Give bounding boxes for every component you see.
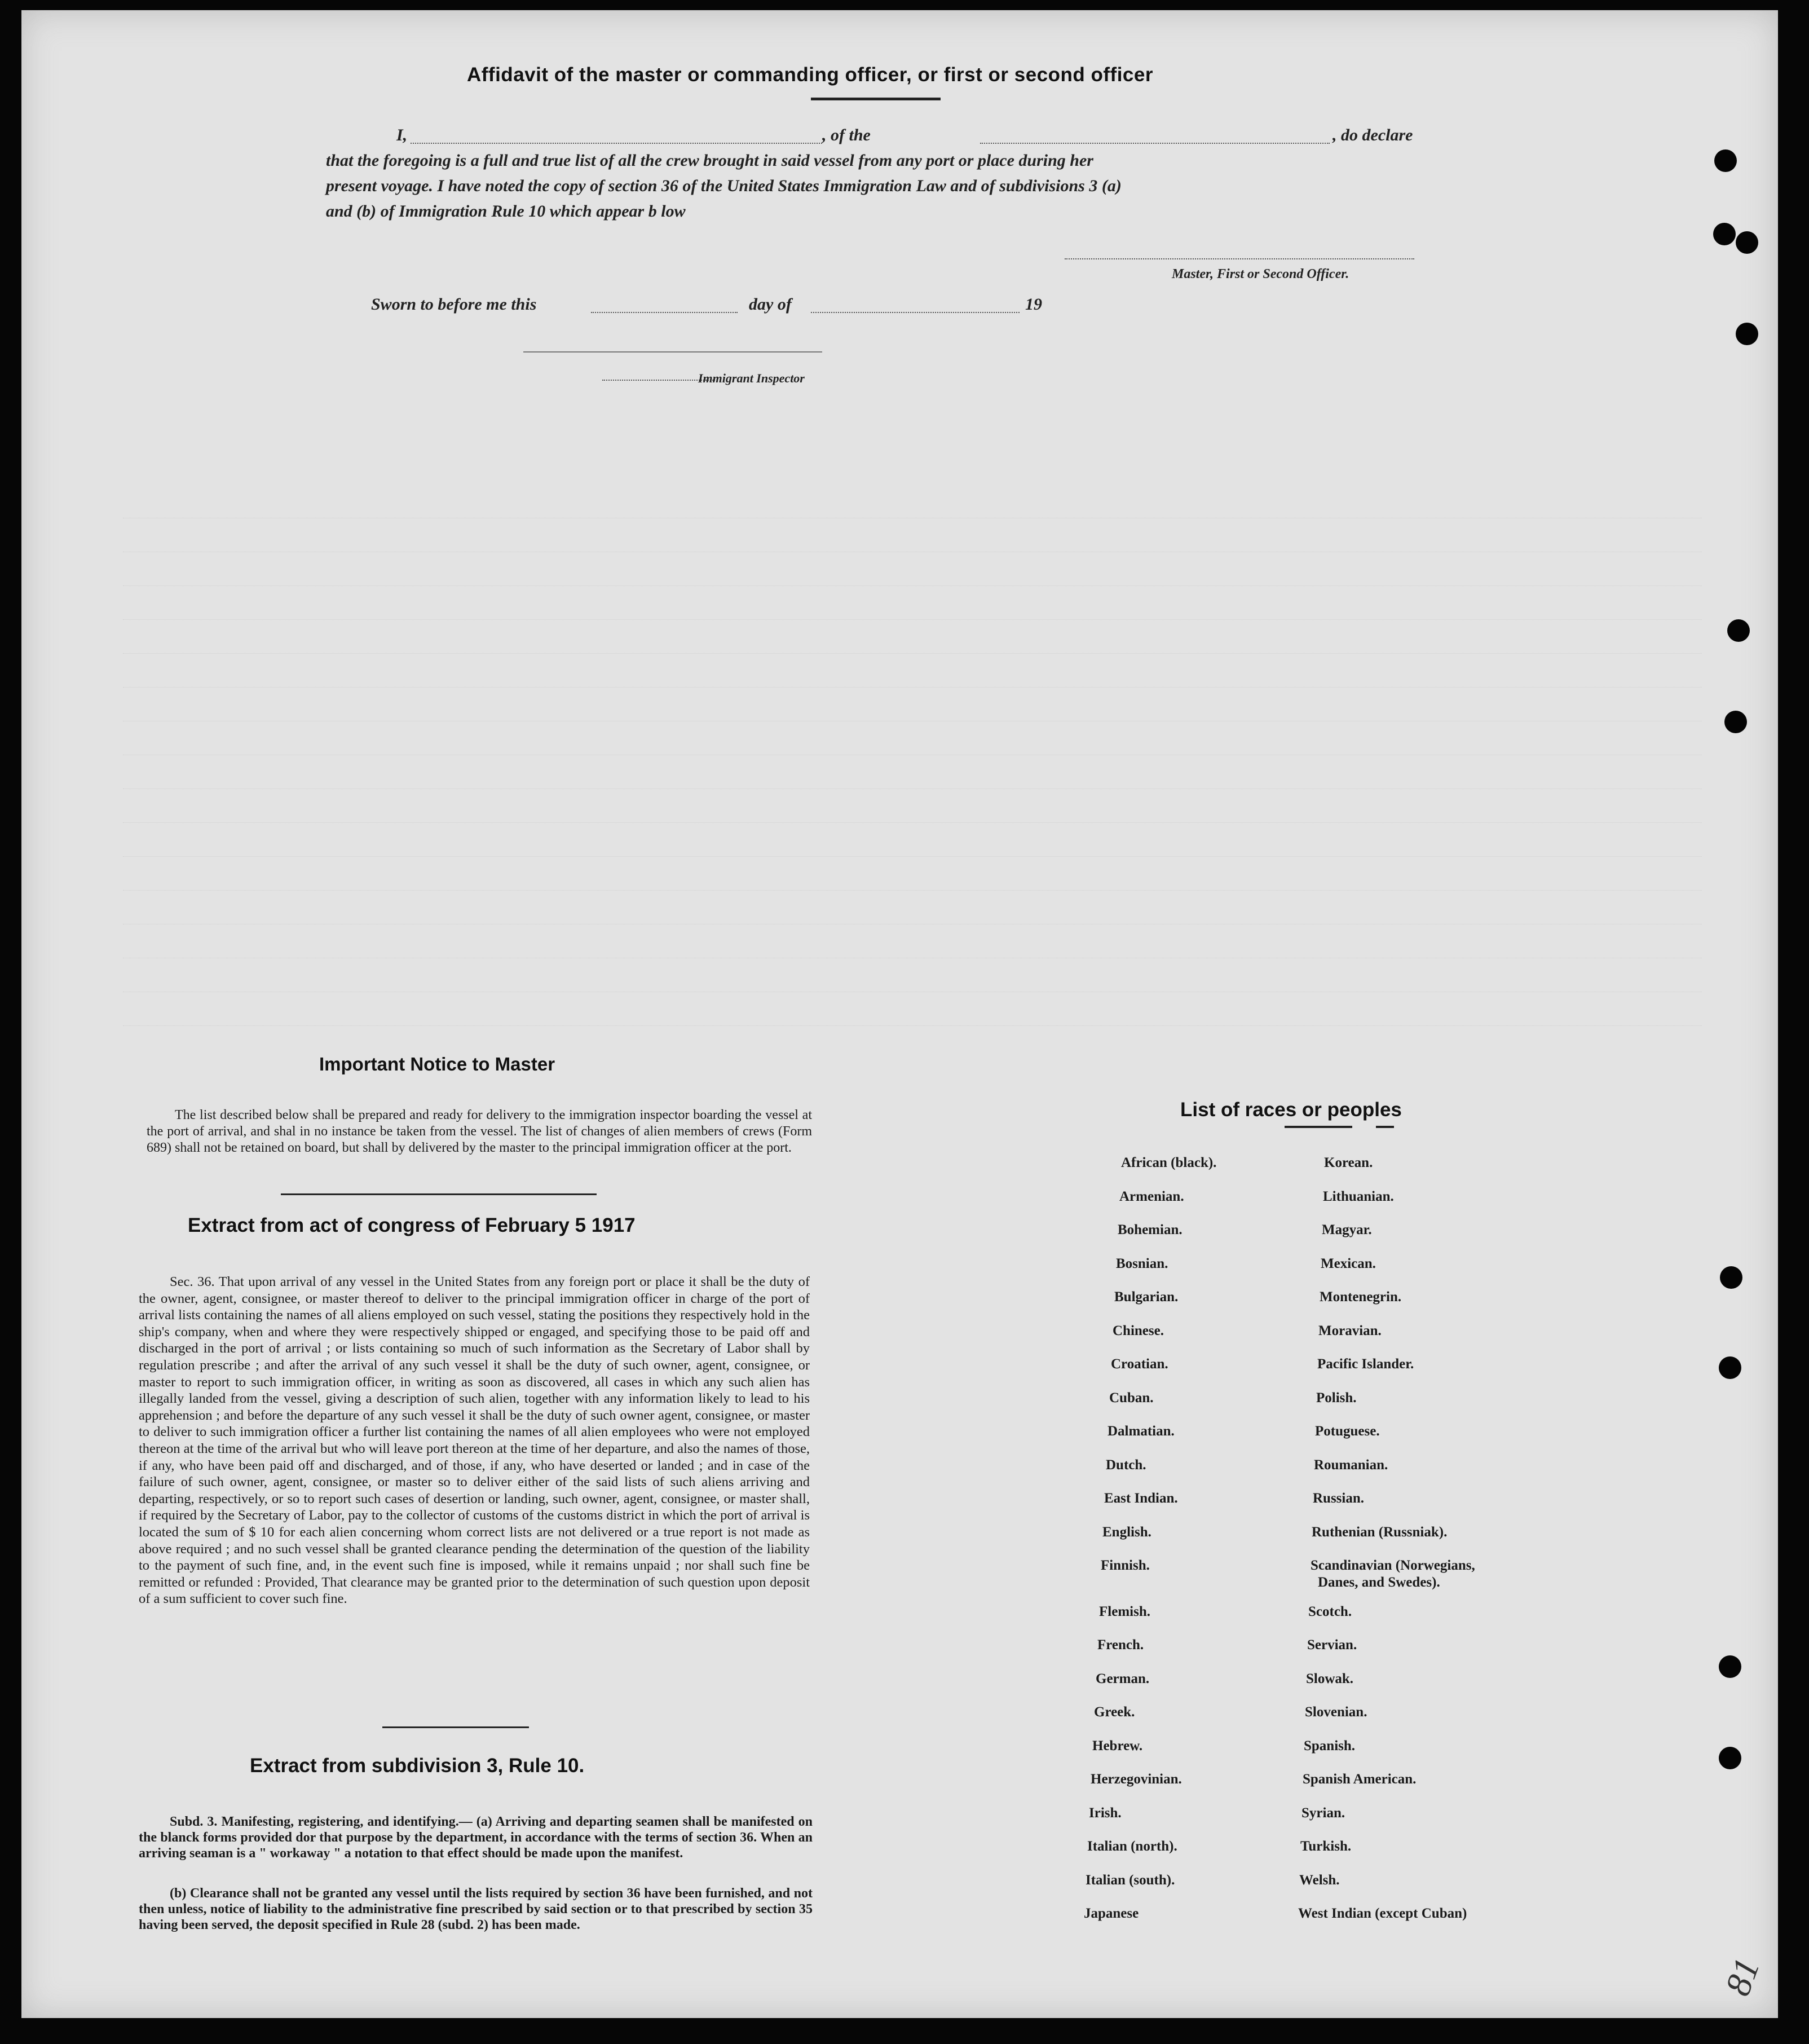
master-signature-label: Master, First or Second Officer. [1172, 267, 1349, 281]
race-item: Slowak. [1306, 1671, 1354, 1686]
bleed-through-row [123, 766, 1702, 789]
race-item: Potuguese. [1315, 1424, 1380, 1439]
binder-hole [1736, 323, 1758, 345]
bleed-through-row [123, 901, 1702, 924]
binder-hole [1719, 1356, 1741, 1379]
race-item: Spanish American. [1303, 1772, 1417, 1787]
bleed-through-row [123, 597, 1702, 620]
race-item: Pacific Islander. [1317, 1356, 1414, 1372]
race-item: Lithuanian. [1323, 1188, 1394, 1204]
races-title-underline-races [1285, 1126, 1352, 1128]
affidavit-of-the-label: , of the [822, 126, 871, 144]
rule-extract-title: Extract from subdivision 3, Rule 10. [250, 1755, 585, 1777]
act-extract-text: Sec. 36. That upon arrival of any vessel in the United States from any foreign port or place it shall be the duty of the owner, agent, consignee, or master thereof to deliver to the principal immigration officer in charge of the port of arrival lists containing the names of all aliens employed on such vessel, stating the positions they respectively hold in the ship's company, when and where they were respectively shipped or engaged, and specifying those to be paid off and discharged in the port of arrival ; or lists containing so much of such information as the Secretary of Labor shall by regulation prescribe ; and after the arrival of any such vessel it shall be the duty of such owner, agent, consignee, or master to report to such immigration officer, in writing as soon as discovered, all cases in which any such alien has illegally landed from the vessel, giving a description of such alien, together with any information likely to lead to his apprehension ; and before the departure of any such vessel it shall be the duty of such owner agent, consignee, or master to deliver to such immigration officer a further list containing the names of all alien employees who were not employed thereon at the time of the arrival but who will leave port thereon at the time of her departure, and also the names of those, if any, who have been paid off and discharged, and of those, if any, who have deserted or landed ; and in case of the failure of such owner, agent, consignee, or master so to deliver either of the said lists of such aliens arriving and departing, respectively, or so to report such cases of desertion or landing, such owner, agent, consignee, or master shall, if required by the Secretary of Labor, pay to the collector of customs of the customs district in which the port of arrival is located the sum of $ 10 for each alien concerning whom correct lists are not delivered or a true report is not made as above required ; and no such vessel shall be granted clearance pending the determination of the question of the liability to the payment of such fine, and, in the event such fine is imposed, while it remains unpaid ; nor shall such fine be remitted or refunded : Provided, That clearance may be granted prior to the determination of such question upon deposit of a sum sufficient to cover such fine. [139, 1274, 810, 1607]
races-title-underline-peoples [1376, 1126, 1394, 1128]
bleed-through-row [123, 631, 1702, 654]
race-item: Bohemian. [1118, 1222, 1183, 1237]
race-item: Montenegrin. [1320, 1289, 1402, 1305]
bleed-through-row [123, 969, 1702, 992]
race-item: Cuban. [1109, 1390, 1154, 1406]
race-item: Hebrew. [1092, 1738, 1143, 1754]
binder-hole [1736, 231, 1758, 254]
race-item: East Indian. [1104, 1491, 1178, 1506]
bleed-through-row [123, 664, 1702, 688]
bleed-through-row [123, 800, 1702, 823]
race-item: Herzegovinian. [1091, 1772, 1182, 1787]
inspector-signature-line-1 [523, 351, 822, 353]
race-item: Ruthenian (Russniak). [1312, 1524, 1448, 1540]
binder-hole [1719, 1747, 1741, 1769]
race-item: Korean. [1324, 1155, 1373, 1170]
affidavit-i-label: I, [396, 126, 408, 144]
race-item: Polish. [1316, 1390, 1357, 1406]
binder-hole [1724, 711, 1747, 733]
inspector-label: Immigrant Inspector [698, 371, 805, 385]
race-item: Mexican. [1321, 1256, 1376, 1271]
race-item: Croatian. [1111, 1356, 1168, 1372]
race-item: Chinese. [1113, 1323, 1164, 1338]
binder-hole [1727, 619, 1750, 642]
act-extract-title: Extract from act of congress of February 5 1917 [188, 1214, 636, 1236]
race-item: Magyar. [1322, 1222, 1372, 1237]
race-item: Slovenian. [1305, 1704, 1367, 1720]
affidavit-title-rule [811, 98, 941, 100]
affidavit-name-blank [411, 143, 822, 144]
race-item: Roumanian. [1314, 1457, 1388, 1473]
race-item: Turkish. [1300, 1839, 1352, 1854]
sworn-day-blank [591, 312, 738, 313]
race-item: English. [1102, 1524, 1151, 1540]
race-item: Syrian. [1301, 1805, 1345, 1821]
race-item: Italian (south). [1086, 1872, 1175, 1888]
race-item: Servian. [1307, 1637, 1357, 1653]
sworn-month-blank [811, 312, 1020, 313]
bleed-through-row [123, 1003, 1702, 1026]
race-item: Irish. [1089, 1805, 1122, 1821]
bleed-through-row [123, 935, 1702, 958]
race-item: Spanish. [1304, 1738, 1356, 1754]
bleed-through-row [123, 698, 1702, 721]
race-item: Bulgarian. [1114, 1289, 1179, 1305]
act-extract-rule [382, 1726, 529, 1728]
notice-text: The list described below shall be prepared and ready for delivery to the immigration inspector boarding the vessel at the port of arrival, and shal in no instance be taken from the vessel. The list of changes of alien members of crews (Form 689) shall not be retained on board, but shall by delivered by the master to the principal immigration officer at the port. [147, 1108, 812, 1155]
race-item: Japanese [1084, 1906, 1139, 1921]
affidavit-declare-label: , do declare [1333, 126, 1413, 144]
affidavit-line-3: present voyage. I have noted the copy of section 36 of the United States Immigration Law and of subdivisions 3 (a) [326, 177, 1122, 195]
race-item: Italian (north). [1087, 1839, 1177, 1854]
master-signature-line [1065, 258, 1414, 259]
race-item: Moravian. [1318, 1323, 1382, 1338]
binder-hole [1719, 1655, 1741, 1678]
sworn-label: Sworn to before me this [371, 295, 537, 314]
notice-title: Important Notice to Master [319, 1054, 555, 1074]
race-item: Scotch. [1308, 1604, 1352, 1619]
binder-hole [1720, 1266, 1742, 1289]
bleed-through-row [123, 529, 1702, 552]
bleed-through-row [123, 495, 1702, 518]
race-item: French. [1097, 1637, 1144, 1653]
bleed-through-row [123, 563, 1702, 586]
race-item: Dalmatian. [1108, 1424, 1175, 1439]
bleed-through-row [123, 732, 1702, 755]
race-item: Greek. [1094, 1704, 1135, 1720]
race-item: West Indian (except Cuban) [1298, 1906, 1467, 1921]
affidavit-title: Affidavit of the master or commanding officer, or first or second officer [467, 64, 1153, 86]
affidavit-line-4: and (b) of Immigration Rule 10 which appear b low [326, 202, 686, 221]
affidavit-vessel-blank [980, 143, 1330, 144]
binder-hole [1714, 149, 1737, 172]
race-item: Dutch. [1106, 1457, 1146, 1473]
bleed-through-row [123, 867, 1702, 891]
notice-rule [281, 1193, 597, 1195]
rule-extract-para-a: Subd. 3. Manifesting, registering, and identifying.— (a) Arriving and departing seamen shall be manifested on the blanck forms provided dor that purpose by the department, in accordance with the terms of section 36. When an arriving seaman is a " workaway " a notation to that effect should be made upon the manifest. [139, 1814, 813, 1861]
race-item: Danes, and Swedes). [1318, 1575, 1440, 1590]
race-item: Russian. [1313, 1491, 1365, 1506]
race-item: Flemish. [1099, 1604, 1150, 1619]
race-item: Armenian. [1119, 1188, 1184, 1204]
race-item: German. [1096, 1671, 1150, 1686]
race-item: Welsh. [1299, 1872, 1340, 1888]
race-item: Bosnian. [1116, 1256, 1168, 1271]
year-prefix: 19 [1025, 295, 1042, 314]
races-title: List of races or peoples [1180, 1099, 1402, 1121]
race-item: African (black). [1121, 1155, 1217, 1170]
affidavit-line-2: that the foregoing is a full and true list of all the crew brought in said vessel from any port or place during her [326, 151, 1093, 170]
race-item: Finnish. [1101, 1558, 1150, 1573]
race-item: Scandinavian (Norwegians, [1311, 1558, 1475, 1573]
binder-hole [1713, 223, 1736, 245]
rule-extract-para-b: (b) Clearance shall not be granted any vessel until the lists required by section 36 have been furnished, and not then unless, notice of liability to the administrative fine prescribed by said section or to that prescribed by section 35 having been served, the deposit specified in Rule 28 (subd. 2) has been made. [139, 1886, 813, 1932]
page-number-mark: 81 [1717, 1953, 1767, 2001]
document-page [21, 10, 1778, 2018]
day-of-label: day of [749, 295, 792, 314]
bleed-through-row [123, 834, 1702, 857]
